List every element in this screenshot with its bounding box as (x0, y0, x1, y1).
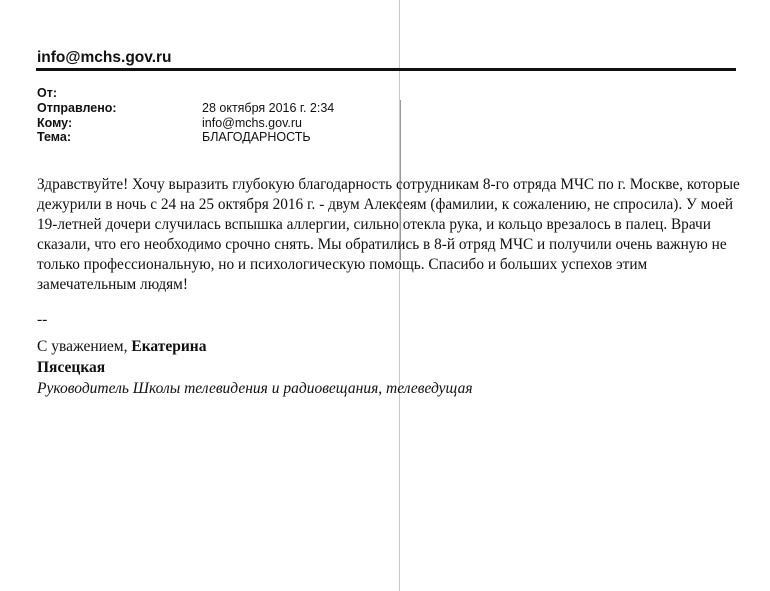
header-from (37, 86, 334, 101)
header-value: 28 октября 2016 г. 2:34 (202, 100, 335, 115)
header-to (37, 116, 334, 131)
email-headers (37, 86, 334, 145)
signature (37, 309, 473, 399)
header-divider (36, 68, 736, 71)
header-label: Кому: (37, 115, 73, 130)
header-subject (37, 130, 334, 145)
header-value: БЛАГОДАРНОСТЬ (202, 130, 311, 145)
email-body: Здравствуйте! Хочу выразить глубокую благодарность сотрудникам 8-го отряда МЧС по г. Москве, которые дежурили в ночь с 24 на 25 октября 2016 г. - двум Алексеям (фамилии, к сожалению, не спросила). У моей 19-летней дочери случилась вспышка аллергии, сильно отекла рука, и кольцо врезалось в палец. Врачи сказали, что его необходимо срочно снять. Мы обратились в 8-й отряд МЧС и получили очень важную не только профессиональную, но и психологическую помощь. Спасибо и больших успехов этим замечательным людям! (37, 176, 740, 293)
scan-fold-line (399, 0, 400, 591)
signature-first-name: Екатерина (131, 338, 207, 355)
header-sent (37, 101, 334, 116)
header-label: Отправлено: (37, 100, 117, 115)
sender-address: info@mchs.gov.ru (37, 49, 172, 66)
header-label: Тема: (37, 130, 71, 145)
signature-separator: -- (37, 311, 48, 328)
signature-greeting-line (37, 336, 473, 357)
signature-last-name: Пясецкая (37, 359, 106, 376)
header-label: От: (37, 86, 58, 100)
signature-greeting: С уважением, (37, 338, 128, 355)
signature-role: Руководитель Школы телевидения и радиовещания, телеведущая (37, 380, 473, 397)
header-value: info@mchs.gov.ru (202, 115, 302, 130)
